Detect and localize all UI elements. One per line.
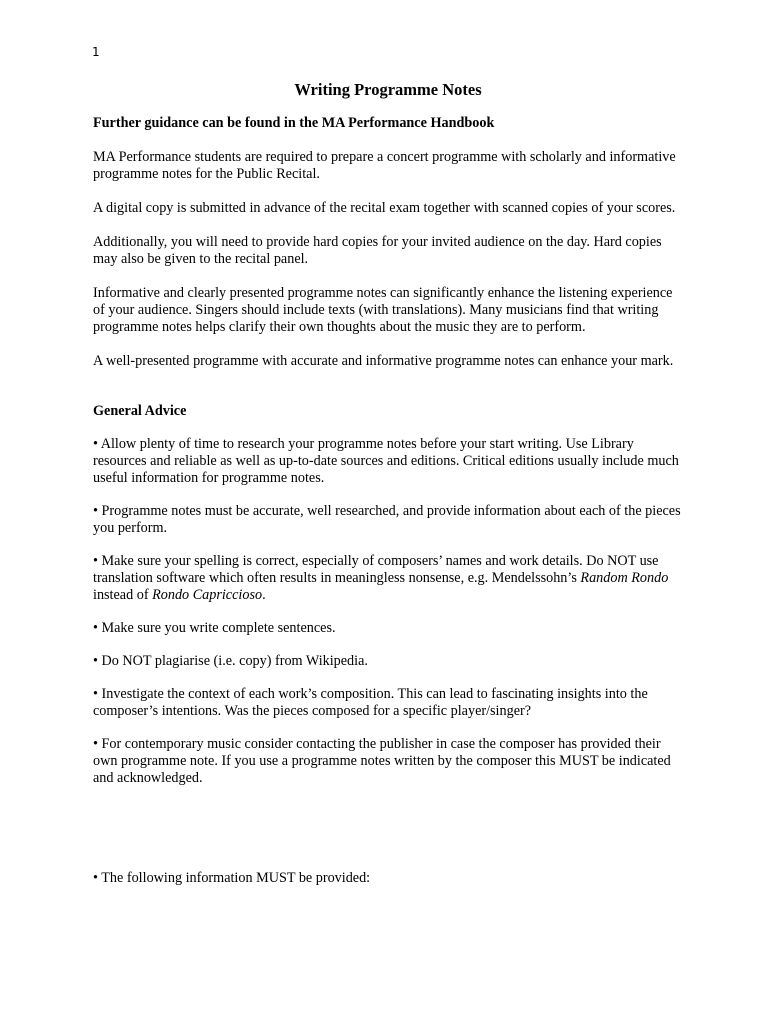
intro-paragraph-5: A well-presented programme with accurate and informative programme notes can enhance your mark. — [93, 353, 674, 369]
spelling-text-middle: instead of — [93, 587, 153, 603]
advice-bullet-required-info: • The following information MUST be provided: — [93, 870, 371, 886]
advice-bullet-context: • Investigate the context of each work’s composition. This can lead to fascinating insights into the composer’s intentions. Was the pieces composed for a specific player/singer? — [93, 686, 648, 719]
advice-bullet-accuracy: • Programme notes must be accurate, well researched, and provide information about each of the pieces you perform. — [93, 503, 681, 536]
intro-paragraph-3: Additionally, you will need to provide hard copies for your invited audience on the day. Hard copies may also be given to the recital panel. — [93, 234, 662, 267]
intro-paragraph-1: MA Performance students are required to prepare a concert programme with scholarly and informative programme notes for the Public Recital. — [93, 149, 676, 182]
intro-paragraph-4: Informative and clearly presented programme notes can significantly enhance the listening experience of your audience. Singers should include texts (with translations). Many musicians find that writing programme notes helps clarify their own thoughts about the music they are to perform. — [93, 285, 673, 335]
document-title: Writing Programme Notes — [294, 80, 482, 99]
advice-bullet-research: • Allow plenty of time to research your programme notes before your start writing. Use Library resources and reliable as well as up-to-date sources and editions. Critical editions usually include much useful information for programme notes. — [93, 436, 679, 486]
document-body — [93, 80, 683, 887]
general-advice-heading: General Advice — [93, 403, 187, 419]
advice-bullet-sentences: • Make sure you write complete sentences. — [93, 620, 336, 636]
spelling-text-start: • Make sure your spelling is correct, especially of composers’ names and work details. Do NOT use translation software which often results in meaningless nonsense, e.g. Mendelssohn’s — [93, 553, 659, 586]
intro-paragraph-2: A digital copy is submitted in advance of the recital exam together with scanned copies of your scores. — [93, 200, 676, 216]
spelling-text-end: . — [262, 587, 266, 603]
advice-bullet-contemporary: • For contemporary music consider contacting the publisher in case the composer has provided their own programme note. If you use a programme notes written by the composer this MUST be indicated and acknowledged. — [93, 736, 671, 786]
advice-bullet-spelling — [93, 553, 683, 604]
italic-example-wrong: Random Rondo — [580, 570, 669, 586]
handbook-note: Further guidance can be found in the MA Performance Handbook — [93, 115, 495, 131]
italic-example-correct: Rondo Capriccioso — [152, 587, 263, 603]
advice-bullet-plagiarism: • Do NOT plagiarise (i.e. copy) from Wikipedia. — [93, 653, 368, 669]
page-number: 1 — [92, 45, 100, 59]
